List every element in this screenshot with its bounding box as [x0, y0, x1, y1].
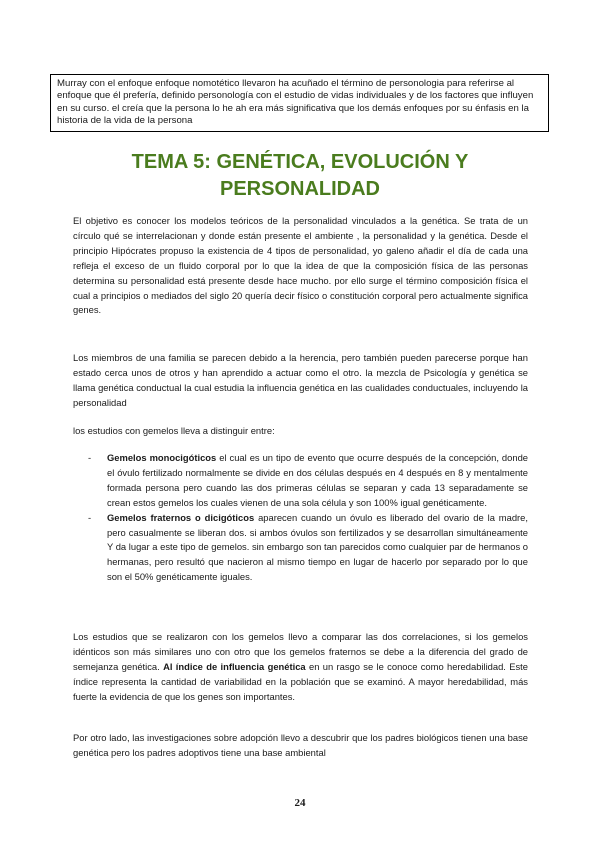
page-number: 24 — [294, 797, 306, 809]
title-line-2: PERSONALIDAD — [219, 178, 380, 200]
bullet-text: aparecen cuando un óvulo es liberado del ovario de la madre, pero casualmente se liberan dos. si ambos óvulos son fertilizados y se desarrollan simultáneamente Y da lugar a este tipo de gemelos. sin embargo son tan parecidos como cualquier par de hermanos o hermanas, pero resultó que nacieron al mismo tiempo en lugar de hacerlo por separado por lo que son el 50% genéticamente iguales. — [107, 511, 528, 583]
page-title — [60, 149, 540, 203]
bullet-term: Gemelos fraternos o dicigóticos — [107, 511, 255, 523]
list-item — [88, 451, 528, 511]
paragraph-intro: El objetivo es conocer los modelos teóricos de la personalidad vinculados a la genética. Se trata de un círculo qué se interrelacionan y donde están presente el ambiente , la personalidad y la genética. Desde el principio Hipócrates propuso la existencia de 4 tipos de personalidad, yo galeno añadir el día de cada una refleja el exceso de un fluido corporal por lo que la idea de que la composición física de las personas determina su personalidad está presente desde hace mucho. por ello surge el término composición física el cual a principios o mediados del siglo 20 quería decir físico o constitución corporal pero actualmente significa genes. — [73, 215, 528, 316]
paragraph-heritability — [73, 630, 528, 705]
dash-bullet-icon: - — [88, 452, 92, 463]
dash-bullet-icon: - — [88, 511, 92, 523]
heritability-bold: Al índice de influencia genética — [163, 660, 306, 672]
note-box-text: Murray con el enfoque enfoque nomotético llevaron ha acuñado el término de personologia para referirse al enfoque que él prefería, definido personología con el estudio de vidas individuales y de los factores que influyen en su curso. el creía que la persona lo he ah era más significativa que los demás enfoques por su énfasis en la historia de la vida de la persona — [57, 78, 534, 127]
bullet-text: el cual es un tipo de evento que ocurre después de la concepción, donde el óvulo fertilizado normalmente se divide en dos células después en 4 después en 8 y mentalmente formada persona pero cuando las dos primeras células se separan y cada 13 separadamente se crean estos gemelos los cuales vienen de una sola célula y son 100% igual genéticamente. — [107, 452, 529, 508]
note-box — [50, 74, 549, 132]
list-item — [88, 511, 528, 586]
paragraph-twins-intro: los estudios con gemelos lleva a distinguir entre: — [73, 425, 275, 436]
twins-list — [88, 451, 528, 585]
paragraph-adoption: Por otro lado, las investigaciones sobre adopción llevo a descubrir que los padres biológicos tienen una base genética pero los padres adoptivos tiene una base ambiental — [73, 732, 528, 758]
heritability-text-after: en un rasgo se le conoce como heredabilidad. Este índice representa la cantidad de variabilidad en la población que se examinó. A mayor heredabilidad, más fuerte la evidencia de que los genes son importantes. — [73, 660, 529, 702]
heritability-text-before: Los estudios que se realizaron con los gemelos llevo a comparar las dos correlaciones, si los gemelos idénticos son más similares uno con otro que los gemelos fraternos se debe a la diferencia del grado de semejanza genética. — [73, 631, 528, 672]
title-line-1: TEMA 5: GENÉTICA, EVOLUCIÓN Y — [131, 151, 469, 173]
bullet-term: Gemelos monocigóticos — [107, 452, 217, 463]
paragraph-family: Los miembros de una familia se parecen debido a la herencia, pero también pueden parecerse porque han estado cerca unos de otros y han aprendido a actuar como el otro. la mezcla de Psicología y genética se llama genética conductual la cual estudia la influencia genética en las cualidades conductuales, incluyendo la personalidad — [73, 352, 528, 408]
